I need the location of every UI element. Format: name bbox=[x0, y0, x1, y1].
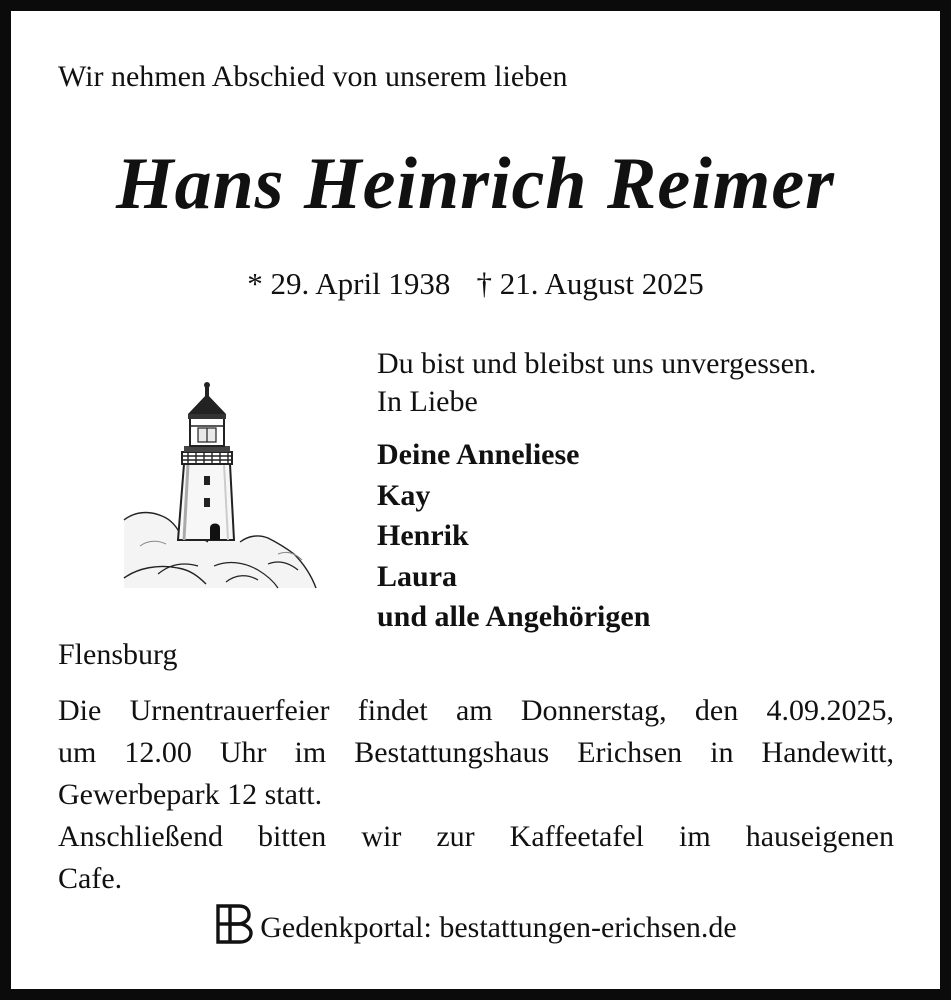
mourner-name: und alle Angehörigen bbox=[377, 600, 651, 633]
lighthouse-icon bbox=[118, 378, 323, 593]
mourners-list bbox=[377, 435, 650, 638]
motto bbox=[377, 345, 816, 421]
birth-date: * 29. April 1938 bbox=[247, 266, 451, 301]
ceremony-line: um 12.00 Uhr im Bestattungshaus Erichsen in Handewitt, bbox=[58, 736, 894, 769]
intro-text: Wir nehmen Abschied von unserem lieben bbox=[58, 60, 568, 93]
mourner-name: Laura bbox=[377, 559, 458, 593]
deceased-name: Hans Heinrich Reimer bbox=[116, 143, 835, 225]
city: Flensburg bbox=[58, 638, 178, 671]
motto-line: In Liebe bbox=[377, 385, 478, 418]
mourner-name: Henrik bbox=[377, 519, 469, 552]
portal-link[interactable]: Gedenkportal: bestattungen-erichsen.de bbox=[260, 911, 737, 944]
ceremony-line: Cafe. bbox=[58, 862, 123, 895]
life-dates bbox=[0, 264, 951, 304]
ceremony-details bbox=[58, 690, 894, 900]
ceremony-line: Gewerbepark 12 statt. bbox=[58, 778, 323, 811]
bestattungen-erichsen-logo-icon bbox=[214, 903, 254, 945]
mourner-name: Kay bbox=[377, 478, 431, 512]
ceremony-line: Anschließend bitten wir zur Kaffeetafel im hauseigenen bbox=[58, 820, 894, 853]
mourner-name: Deine Anneliese bbox=[377, 438, 580, 471]
memorial-portal bbox=[0, 903, 951, 948]
death-date: † 21. August 2025 bbox=[476, 266, 704, 301]
ceremony-line: Die Urnentrauerfeier findet am Donnerstag, den 4.09.2025, bbox=[58, 694, 894, 727]
motto-line: Du bist und bleibst uns unvergessen. bbox=[377, 347, 817, 380]
